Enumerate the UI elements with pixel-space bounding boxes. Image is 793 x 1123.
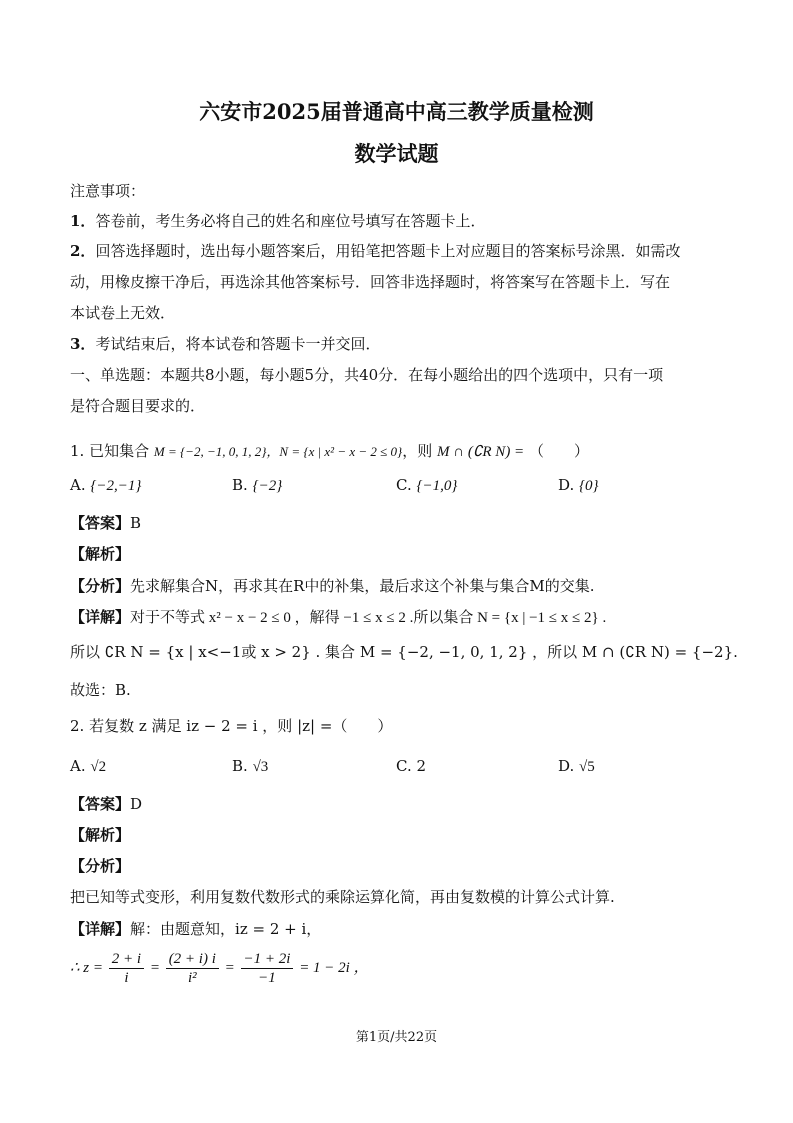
question-2-xiangjie [70, 918, 321, 939]
option-c-value: {−1,0} [416, 478, 458, 494]
question-1-answer [70, 512, 141, 533]
derivation-prefix: ∴ z = [70, 959, 104, 976]
derivation-tail: = 1 − 2i ， [299, 959, 369, 976]
option-a-label: A. [70, 757, 86, 775]
question-2-option-d [558, 757, 595, 776]
question-1-stem [70, 440, 589, 461]
option-b-label: B. [232, 757, 248, 775]
question-1-option-d [558, 476, 599, 495]
fraction-2 [166, 950, 219, 987]
set-m-definition: M = {−2, −1, 0, 1, 2} [153, 444, 267, 459]
question-1-blank: （ ） [528, 442, 589, 460]
option-a-value: {−2,−1} [90, 478, 142, 494]
document-subtitle: 数学试题 [354, 141, 439, 166]
question-1-xiangjie-line-2: 所以 ∁R N = {x | x<−1或 x > 2} . 集合 M = {−2, −1, 0, 1, 2} ，所以 M ∩ (∁R N) = {−2}. [70, 643, 738, 661]
option-a-label: A. [70, 476, 86, 494]
notice-item-3 [70, 333, 380, 354]
notice-item-1-text: 答卷前，考生务必将自己的姓名和座位号填写在答题卡上． [95, 212, 486, 230]
xiangjie-line-1: 解：由题意知，iz = 2 + i， [130, 920, 322, 938]
fraction-1 [109, 950, 144, 987]
fraction-1-numerator: 2 + i [109, 950, 144, 969]
fraction-3-numerator: −1 + 2i [241, 950, 294, 969]
fraction-2-denominator: i² [187, 970, 197, 986]
fraction-3 [241, 950, 294, 987]
question-2-option-b [232, 757, 268, 776]
option-b-label: B. [232, 476, 248, 494]
section-1-intro-line-2: 是符合题目要求的． [70, 397, 206, 415]
section-1-intro-line-1: 一、单选题：本题共8小题，每小题5分，共40分．在每小题给出的四个选项中，只有一项 [70, 366, 664, 384]
question-1-option-c [396, 476, 457, 495]
question-2-option-c: C. 2 [396, 757, 427, 775]
document-title: 六安市2025届普通高中高三教学质量检测 [199, 99, 594, 124]
option-b-value: {−2} [252, 478, 283, 494]
fraction-1-denominator: i [124, 970, 129, 986]
notice-item-1 [70, 210, 485, 231]
fenxi-text: 先求解集合N，再求其在R中的补集，最后求这个补集与集合M的交集. [130, 577, 595, 595]
notice-item-3-number: 3． [70, 335, 96, 353]
question-2-fenxi-text: 把已知等式变形，利用复数代数形式的乘除运算化简，再由复数模的计算公式计算. [70, 888, 615, 906]
question-2-answer [70, 793, 142, 814]
notice-item-2-number: 2． [70, 242, 96, 260]
equals-sign-1: = [149, 959, 160, 976]
question-1-xiangjie [70, 606, 606, 627]
question-1-analysis-tag: 【解析】 [70, 545, 131, 563]
notice-item-2-line-1 [70, 240, 680, 261]
question-1-fenxi [70, 575, 595, 596]
xiangjie-tag: 【详解】 [70, 608, 131, 626]
page-footer: 第1页/共22页 [355, 1030, 438, 1045]
option-d-value: √5 [579, 759, 595, 775]
notice-item-2-line-3: 本试卷上无效． [70, 304, 176, 322]
xiangjie-tag: 【详解】 [70, 920, 131, 938]
notice-item-1-number: 1． [70, 212, 96, 230]
question-2-stem: 2. 若复数 z 满足 iz − 2 = i ，则 |z| =（ ） [70, 717, 393, 735]
fraction-2-numerator: (2 + i) i [166, 950, 219, 969]
xiangjie-line-1: 对于不等式 x² − x − 2 ≤ 0 ，解得 −1 ≤ x ≤ 2 .所以集合 N = {x | −1 ≤ x ≤ 2} . [130, 610, 607, 626]
fenxi-tag: 【分析】 [70, 577, 131, 595]
question-1-conclusion: 故选：B. [70, 681, 131, 699]
option-d-value: {0} [579, 478, 599, 494]
question-1-option-a [70, 476, 141, 495]
notice-item-3-text: 考试结束后，将本试卷和答题卡一并交回． [95, 335, 381, 353]
question-1-option-b [232, 476, 282, 495]
option-d-label: D. [558, 757, 575, 775]
set-n-definition: ，N = {x | x² − x − 2 ≤ 0} [266, 444, 403, 459]
question-1-number: 1. 已知集合 [70, 442, 150, 460]
question-2-derivation [70, 950, 369, 987]
equals-sign-2: = [224, 959, 235, 976]
fraction-3-denominator: −1 [258, 970, 276, 986]
option-c-label: C. [396, 476, 412, 494]
option-b-value: √3 [252, 759, 269, 775]
question-2-analysis-tag: 【解析】 [70, 826, 131, 844]
option-a-value: √2 [90, 759, 107, 775]
question-2-fenxi-tag: 【分析】 [70, 857, 131, 875]
answer-tag: 【答案】 [70, 795, 131, 813]
notice-item-2-line-2: 动，用橡皮擦干净后，再选涂其他答案标号．回答非选择题时，将答案写在答题卡上．写在 [70, 273, 671, 291]
answer-value: D [130, 795, 143, 813]
answer-tag: 【答案】 [70, 514, 131, 532]
question-2-option-a [70, 757, 106, 776]
notice-item-2-text: 回答选择题时，选出每小题答案后，用铅笔把答题卡上对应题目的答案标号涂黑．如需改 [95, 242, 681, 260]
question-1-expression: M ∩ (∁R N) = [437, 444, 525, 460]
notice-heading: 注意事项： [70, 182, 146, 200]
question-1-ask: ，则 [402, 442, 433, 460]
answer-value: B [130, 514, 142, 532]
option-d-label: D. [558, 476, 575, 494]
